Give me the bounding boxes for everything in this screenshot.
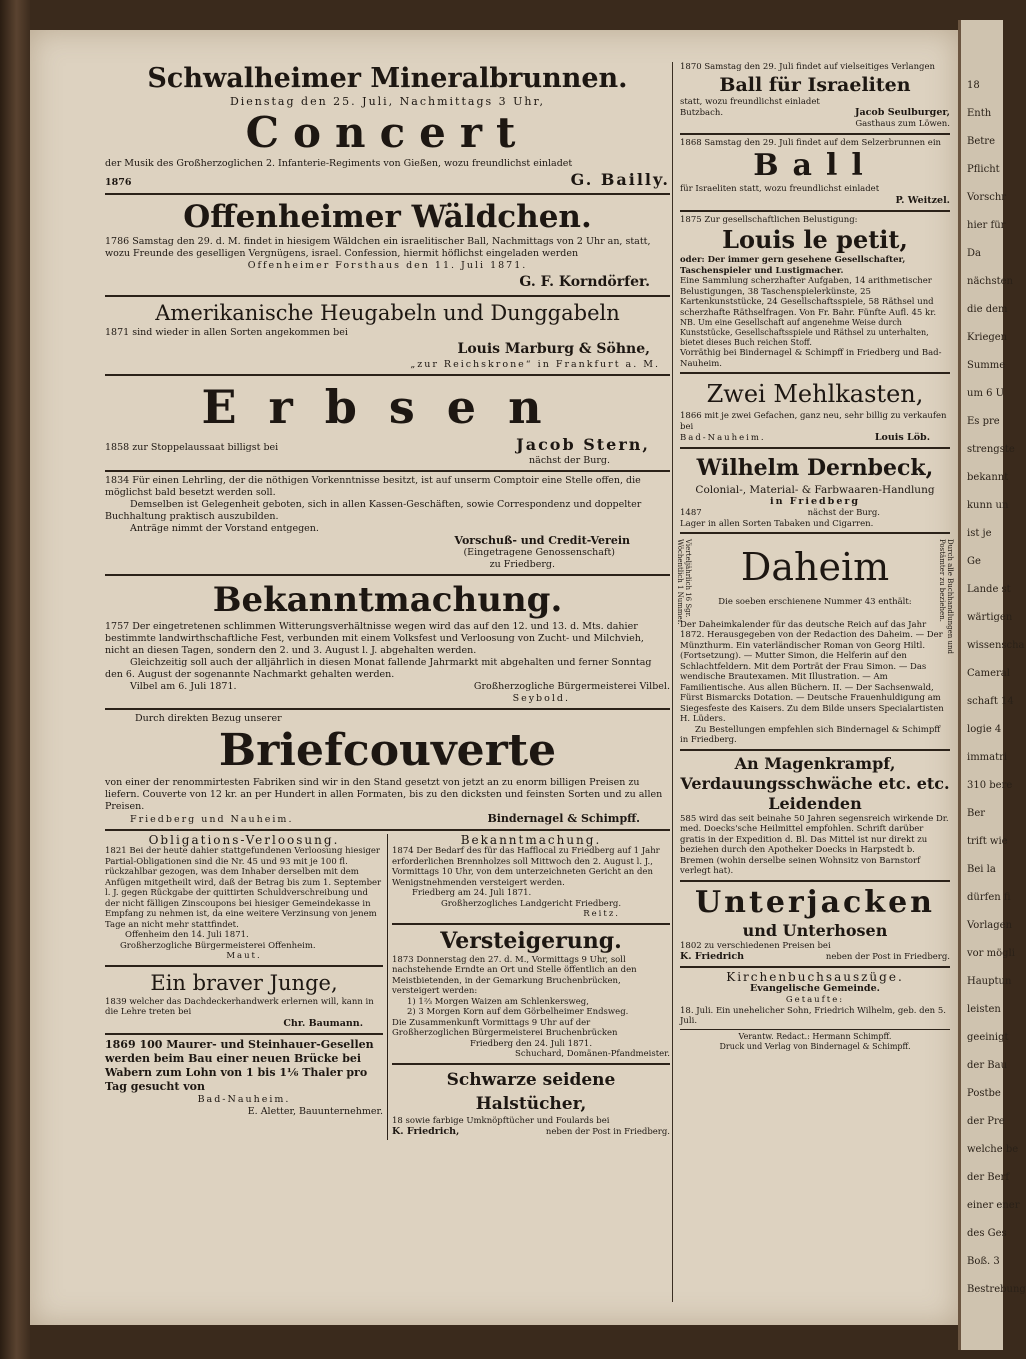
ad-signature: G. F. Korndörfer. bbox=[519, 274, 650, 290]
adjacent-page-fragment: wärtigen bbox=[967, 612, 1013, 623]
ad-body: 1757 Der eingetretenen schlimmen Witterungsverhältnisse wegen wird das auf den 12. und 13. d. Mts. dahier bestimmte landwirthschaftliche Fest, verbunden mit einem Volksfest und Verloosung von Zucht- und Milchvieh, nicht an diesen Tagen, sondern den 2. und 3. August l. J. abgehalten werden. bbox=[105, 621, 644, 656]
ad-title: Bekanntmachung. bbox=[460, 833, 602, 847]
adjacent-page-fragment: Postbe bbox=[967, 1088, 1001, 1099]
ad-body: der Musik des Großherzoglichen 2. Infanterie-Regiments von Gießen, wozu freundlichst einladet bbox=[105, 158, 573, 169]
ad-body: 1858 zur Stoppelaussaat billigst bei bbox=[105, 442, 279, 453]
adjacent-page-fragment: um 6 U bbox=[967, 388, 1005, 399]
ad-halstuecher bbox=[392, 1068, 670, 1139]
ad-body: 1873 Donnerstag den 27. d. M., Vormittags 9 Uhr, soll nachstehende Erndte an Ort und Stelle öffentlich an den Meistbietenden, in der Gemarkung Bruchenbrücken, versteigert werden: bbox=[392, 954, 637, 996]
ad-subline: Colonial-, Material- & Farbwaaren-Handlung bbox=[695, 484, 935, 496]
ad-subline: neben der Post in Friedberg. bbox=[545, 1127, 670, 1137]
adjacent-page-fragment: Enth bbox=[967, 108, 992, 119]
adjacent-page-fragment: Boß. 3 bbox=[967, 1256, 1000, 1267]
ad-body-2: Gleichzeitig soll auch der alljährlich in diesen Monat fallende Jahrmarkt mit abgehalten und ferner Sonntag den 6. August der sogenannte Nachmarkt gehalten werden. bbox=[105, 657, 652, 680]
ad-near: nächst der Burg. bbox=[807, 508, 880, 518]
ad-title: Erbsen bbox=[201, 380, 574, 434]
section-body: 18. Juli. Ein unehelicher Sohn, Friedrich Wilhelm, geb. den 5. Juli. bbox=[680, 1005, 946, 1026]
ad-place: Offenheimer Forsthaus den 11. Juli 1871. bbox=[247, 260, 528, 271]
ad-org: Großherzogliche Bürgermeisterei Vilbel. bbox=[473, 681, 670, 692]
ad-body: 1874 Der Bedarf des für das Hafflocal zu Friedberg auf 1 Jahr erforderlichen Brennholzes soll Mittwoch den 2. August l. J., Vormittags 10 Uhr, von dem unterzeichneten Gericht an den Wenigstnehmenden versteigert werden. bbox=[392, 846, 660, 888]
ad-item-1: 1) 1⅔ Morgen Waizen am Schlenkersweg, bbox=[407, 996, 589, 1007]
daheim-side-left: Vierteljährlich 16 Sgr. Wöchentlich 1 Nummer. bbox=[676, 539, 692, 625]
book-binding bbox=[0, 0, 30, 1359]
ad-item-2: 2) 3 Morgen Korn auf dem Görbelheimer Endsweg. bbox=[407, 1007, 629, 1017]
ad-title: Schwarze seidene Halstücher, bbox=[446, 1069, 616, 1114]
ad-place: Butzbach. bbox=[680, 108, 724, 118]
ad-erbsen bbox=[105, 379, 670, 467]
ad-ball-selzerbrunnen bbox=[680, 138, 950, 207]
ad-louis-le-petit bbox=[680, 215, 950, 370]
adjacent-page-fragment: Da bbox=[967, 248, 981, 259]
ad-body: statt, wozu freundlichst einladet bbox=[680, 96, 820, 107]
adjacent-page-fragment: vor mögli bbox=[967, 948, 1015, 959]
ad-junge bbox=[105, 970, 383, 1030]
ad-stock: Vorräthig bei Bindernagel & Schimpff in Friedberg und Bad-Nauheim. bbox=[680, 348, 942, 369]
ad-note: NB. Um eine Gesellschaft auf angenehme Weise durch Kunststücke, Gesellschaftsspiele und Räthsel zu unterhalten, bietet dieses Buch reichen Stoff. bbox=[680, 318, 929, 347]
ad-body: 1871 sind wieder in allen Sorten angekommen bei bbox=[105, 327, 348, 338]
ad-place: in Friedberg bbox=[769, 496, 861, 507]
ad-bekanntmachung-friedberg bbox=[392, 834, 670, 920]
ad-signature: Louis Marburg & Söhne, bbox=[457, 341, 650, 357]
ad-title: Amerikanische Heugabeln und Dunggabeln bbox=[155, 301, 620, 325]
impressum-editor: Verantw. Redact.: Hermann Schimpff. bbox=[738, 1031, 892, 1041]
ad-body: Der Daheimkalender für das deutsche Reich auf das Jahr 1872. Herausgegeben von der Redaction des Daheim. — Der Münzthurm. Ein vaterländischer Roman von Georg Hiltl. (Fortsetzung). — Mutter Simon, die Helferin auf den Schlachtfeldern. Mit dem Porträt der Frau Simon. — Das wendische Brautexamen. Mit Illustration. — Am Familientische. Aus allen Büchern. II. — Der Sachsenwald, Fürst Bismarcks Dotation. — Deutsche Frauenhuldigung am Siegesfeste des Kaisers. Zu dem Bilde unsers Specialartisten H. Lüders. bbox=[680, 619, 944, 724]
ad-signature: Reitz. bbox=[583, 909, 620, 919]
adjacent-page-fragment: der Berf bbox=[967, 1172, 1010, 1183]
adjacent-page-fragment: Ber bbox=[967, 808, 986, 819]
ad-head: 1870 Samstag den 29. Juli findet auf vielseitiges Verlangen bbox=[680, 62, 935, 72]
ad-date: Dienstag den 25. Juli, Nachmittags 3 Uhr, bbox=[229, 95, 546, 108]
ad-number: 1876 bbox=[105, 177, 132, 188]
ad-maurer bbox=[105, 1038, 383, 1118]
ad-lehrling bbox=[105, 475, 670, 571]
ad-ball-butzbach bbox=[680, 62, 950, 130]
ad-place: Vilbel am 6. Juli 1871. bbox=[130, 681, 237, 692]
ad-body: für Israeliten statt, wozu freundlichst einladet bbox=[680, 184, 880, 194]
adjacent-page-fragment: der Pre bbox=[967, 1116, 1005, 1127]
ad-place: Offenheim den 14. Juli 1871. bbox=[125, 930, 249, 940]
ad-signature: Chr. Baumann. bbox=[283, 1017, 363, 1029]
ad-body: 1821 Bei der heute dahier stattgefundenen Verloosung hiesiger Partial-Obligationen sind die Nr. 45 und 93 mit je 100 fl. rückzahlbar gezogen, was dem Inhaber derselben mit dem Anfügen mitgetheilt wird, daß der Betrag bis zum 1. September l. J. gegen Rückgabe der quittirten Schuldverschreibung und der nicht fälligen Zinscoupons bei hiesiger Gemeindekasse in Empfang zu nehmen ist, da eine weitere Verzinsung von jenem Tage an nicht mehr stattfindet. bbox=[105, 846, 382, 930]
ad-title: Daheim bbox=[740, 545, 890, 589]
adjacent-page-fragment: hier für bbox=[967, 220, 1006, 231]
ad-title: Unterjacken bbox=[695, 884, 935, 920]
ad-bekanntmachung-vilbel bbox=[105, 579, 670, 705]
ad-subline: nächst der Burg. bbox=[529, 455, 610, 466]
ad-body-2: Die Zusammenkunft Vormittags 9 Uhr auf der Großherzoglichen Bürgermeisterei Bruchenbrücken bbox=[392, 1017, 618, 1038]
adjacent-page-fragment: geeinigt bbox=[967, 1032, 1009, 1043]
ad-place: Friedberg den 24. Juli 1871. bbox=[469, 1038, 593, 1049]
ad-versteigerung bbox=[392, 928, 670, 1060]
adjacent-page-fragment: der Bau bbox=[967, 1060, 1008, 1071]
daheim-side-right: Durch alle Buchhandlungen und Postämter zu beziehen. bbox=[938, 539, 954, 655]
adjacent-page-fragment: strengste bbox=[967, 444, 1015, 455]
ad-signature: G. Bailly. bbox=[570, 170, 670, 189]
ad-title: Louis le petit, bbox=[722, 225, 908, 254]
adjacent-page-fragment: bekannt bbox=[967, 472, 1009, 483]
ad-signature-3: zu Friedberg. bbox=[489, 559, 555, 570]
ad-title: Offenheimer Wäldchen. bbox=[183, 199, 592, 235]
ad-body: 1869 100 Maurer- und Steinhauer-Gesellen werden beim Bau einer neuen Brücke bei Wabern zum Lohn von 1 bis 1⅙ Thaler pro Tag gesucht von bbox=[105, 1037, 374, 1093]
ad-body: Eine Sammlung scherzhafter Aufgaben, 14 arithmetischer Belustigungen, 38 Taschenspielerkünste, 25 Kartenkunststücke, 24 Gesellschaftsspiele, 58 Räthsel und scherzhafte Räthselfragen. Von Fr. Bahr. Fünfte Aufl. 45 kr. bbox=[680, 276, 937, 318]
adjacent-page-fragment: leisten bbox=[967, 1004, 1001, 1015]
ad-title: Ein braver Junge, bbox=[150, 970, 338, 995]
ad-signature: K. Friedrich, bbox=[392, 1126, 460, 1137]
adjacent-page-fragment: Bei la bbox=[967, 864, 996, 875]
ad-subline: „zur Reichskrone“ in Frankfurt a. M. bbox=[410, 359, 660, 370]
ad-title: Briefcouverte bbox=[218, 725, 557, 776]
ad-body: 1839 welcher das Dachdeckerhandwerk erlernen will, kann in die Lehre treten bei bbox=[105, 996, 374, 1017]
ad-title: Wilhelm Dernbeck, bbox=[696, 455, 934, 481]
adjacent-page-fragment: Vorlagen bbox=[967, 920, 1013, 931]
ad-signature: Jacob Stern, bbox=[516, 435, 650, 454]
ad-body: 1786 Samstag den 29. d. M. findet in hiesigem Wäldchen ein israelitischer Ball, Nachmittags von 2 Uhr an, statt, wozu Freunde des geselligen Vergnügens, israel. Confession, hiermit höflichst eingeladen werden bbox=[105, 236, 651, 259]
ad-number: 1487 bbox=[680, 508, 702, 518]
ad-subline: Gasthaus zum Löwen. bbox=[855, 119, 950, 129]
section-subtitle: Evangelische Gemeinde. bbox=[750, 983, 880, 994]
impressum bbox=[680, 1032, 950, 1053]
ad-body: 1866 mit je zwei Gefachen, ganz neu, sehr billig zu verkaufen bei bbox=[680, 411, 947, 432]
ad-place: Bad-Nauheim. bbox=[197, 1093, 291, 1105]
ad-body: 585 wird das seit beinahe 50 Jahren segensreich wirkende Dr. med. Doecks'sche Heilmittel empfohlen. Schrift darüber gratis in der Expedition d. Bl. Das Mittel ist nur direkt zu beziehen durch den Apotheker Doecks in Harpstedt b. Bremen (wohin derselbe seinen Wohnsitz von Barnstorf verlegt hat). bbox=[680, 813, 949, 876]
ad-signature: P. Weitzel. bbox=[895, 194, 950, 206]
ad-subline: Die soeben erschienene Nummer 43 enthält: bbox=[718, 597, 912, 607]
adjacent-page-fragment: 310 bere bbox=[967, 780, 1013, 791]
adjacent-page-fragment: Ge bbox=[967, 556, 981, 567]
adjacent-page-fragment: Lande st bbox=[967, 584, 1011, 595]
ad-title: Ball bbox=[753, 148, 877, 183]
ad-title: Schwalheimer Mineralbrunnen. bbox=[147, 63, 628, 94]
ad-body: 1802 zu verschiedenen Preisen bei bbox=[680, 940, 831, 951]
ad-headline: Concert bbox=[245, 108, 530, 157]
adjacent-page-fragment: welche be bbox=[967, 1144, 1019, 1155]
adjacent-page-fragment: logie 4 bbox=[967, 724, 1002, 735]
ad-title: Versteigerung. bbox=[440, 927, 622, 954]
adjacent-page-fragment: Betre bbox=[967, 136, 995, 147]
adjacent-page-fragment: ist je bbox=[967, 528, 992, 539]
ad-signature: Bindernagel & Schimpff. bbox=[487, 812, 640, 825]
adjacent-page-fragment: schaft 14 bbox=[967, 696, 1014, 707]
adjacent-page-fragment: immatri bbox=[967, 752, 1008, 763]
ad-offenheim bbox=[105, 198, 670, 292]
ad-title: Bekanntmachung. bbox=[212, 580, 563, 620]
ad-title: Obligations-Verloosung. bbox=[148, 833, 340, 847]
adjacent-page-fragment: Cameral bbox=[967, 668, 1010, 679]
adjacent-page-fragment: trift wie bbox=[967, 836, 1008, 847]
ad-org: Großherzogliche Bürgermeisterei Offenheim. bbox=[120, 940, 316, 951]
adjacent-page-fragment: kunn un bbox=[967, 500, 1009, 511]
ad-subline: oder: Der immer gern gesehene Gesellschafter, Taschenspieler und Lustigmacher. bbox=[680, 255, 906, 276]
ad-signature: Maut. bbox=[226, 951, 262, 961]
section-title: Kirchenbuchsauszüge. bbox=[726, 970, 904, 984]
adjacent-page-fragment: nächsten bbox=[967, 276, 1013, 287]
ad-signature: Jacob Seulburger, bbox=[854, 107, 950, 118]
ad-pretitle: Durch direkten Bezug unserer bbox=[135, 713, 282, 724]
section-head: Getaufte: bbox=[785, 995, 845, 1005]
two-column-section bbox=[105, 834, 670, 1140]
ad-body-2: Demselben ist Gelegenheit geboten, sich in allen Kassen-Geschäften, sowie Correspondenz und doppelter Buchhaltung praktisch auszubilden. bbox=[105, 499, 642, 522]
ad-org: Großherzogliches Landgericht Friedberg. bbox=[440, 898, 622, 909]
ad-place: Friedberg am 24. Juli 1871. bbox=[412, 888, 532, 898]
adjacent-page-fragment: des Ges bbox=[967, 1228, 1007, 1239]
adjacent-page-fragment: Summe bbox=[967, 360, 1006, 371]
ad-head: 1875 Zur gesellschaftlichen Belustigung: bbox=[680, 214, 858, 225]
ad-signature: Louis Löb. bbox=[874, 432, 930, 443]
adjacent-page-fragment: die dem bbox=[967, 304, 1008, 315]
left-column bbox=[105, 62, 670, 1140]
ad-dernbeck bbox=[680, 452, 950, 529]
ad-schwalheim bbox=[105, 62, 670, 190]
adjacent-page-fragment: Bestrebung bbox=[967, 1284, 1026, 1295]
ad-signature: Schuchard, Domänen-Pfandmeister. bbox=[515, 1049, 670, 1059]
impressum-publisher: Druck und Verlag von Bindernagel & Schimpff. bbox=[719, 1042, 911, 1051]
adjacent-page-fragment: Es pre bbox=[967, 416, 1000, 427]
ad-magenkrampf bbox=[680, 754, 950, 877]
adjacent-page-fragment: Kriegen bbox=[967, 332, 1008, 343]
ad-order: Zu Bestellungen empfehlen sich Bindernagel & Schimpff in Friedberg. bbox=[680, 724, 941, 745]
adjacent-page-fragment: wissenscha bbox=[967, 640, 1025, 651]
column-divider bbox=[672, 62, 673, 1302]
ad-signature: Vorschuß- und Credit-Verein bbox=[454, 534, 630, 547]
ad-title: Zwei Mehlkasten, bbox=[706, 380, 924, 408]
ad-head: 1868 Samstag den 29. Juli findet auf dem Selzerbrunnen ein bbox=[680, 137, 942, 148]
ad-title: Ball für Israeliten bbox=[719, 73, 911, 96]
adjacent-page-fragment: einer ener bbox=[967, 1200, 1020, 1211]
ad-daheim bbox=[676, 537, 954, 746]
ad-unterjacken bbox=[680, 885, 950, 964]
ad-body: Lager in allen Sorten Tabaken und Cigarren. bbox=[680, 518, 874, 529]
ad-gabeln bbox=[105, 300, 670, 371]
ad-briefcouverte bbox=[105, 713, 670, 826]
ad-place: Friedberg und Nauheim. bbox=[130, 814, 294, 825]
ad-signature-2: (Eingetragene Genossenschaft) bbox=[463, 547, 615, 558]
ad-signature: K. Friedrich bbox=[680, 951, 745, 962]
ad-signature: Seybold. bbox=[512, 693, 570, 704]
ad-body: 1834 Für einen Lehrling, der die nöthigen Vorkenntnisse besitzt, ist auf unserm Comptoir eine Stelle offen, die möglichst bald besetzt werden soll. bbox=[105, 475, 641, 498]
ad-signature: E. Aletter, Bauunternehmer. bbox=[247, 1105, 383, 1117]
adjacent-page-edge bbox=[958, 20, 1026, 1350]
ad-obligations bbox=[105, 834, 383, 962]
adjacent-page-fragment: Vorschr bbox=[967, 192, 1007, 203]
ad-body-3: Anträge nimmt der Vorstand entgegen. bbox=[130, 523, 319, 534]
ad-body: 18 sowie farbige Umknöpftücher und Foulards bei bbox=[392, 1115, 610, 1126]
ad-mehlkasten bbox=[680, 377, 950, 444]
adjacent-page-fragment: dürfen fi bbox=[967, 892, 1011, 903]
ad-body: von einer der renommirtesten Fabriken sind wir in den Stand gesetzt von jetzt an zu enorm billigen Preisen zu liefern. Couverte von 12 kr. an per Hundert in allen Formaten, bis zu den dicksten und feinsten Sorten und zu allen Preisen. bbox=[105, 777, 663, 812]
ad-title-2: und Unterhosen bbox=[742, 920, 888, 940]
ad-title: An Magenkrampf, Verdauungsschwäche etc. etc. Leidenden bbox=[680, 753, 950, 813]
adjacent-page-fragment: 18 bbox=[967, 80, 980, 91]
adjacent-page-fragment: Hauptun bbox=[967, 976, 1012, 987]
right-column bbox=[676, 62, 954, 1055]
ad-subline: neben der Post in Friedberg. bbox=[825, 952, 950, 962]
kirchenbuch bbox=[680, 971, 950, 1027]
ad-place: Bad-Nauheim. bbox=[680, 433, 766, 443]
adjacent-page-fragment: Pflicht bbox=[967, 164, 1000, 175]
